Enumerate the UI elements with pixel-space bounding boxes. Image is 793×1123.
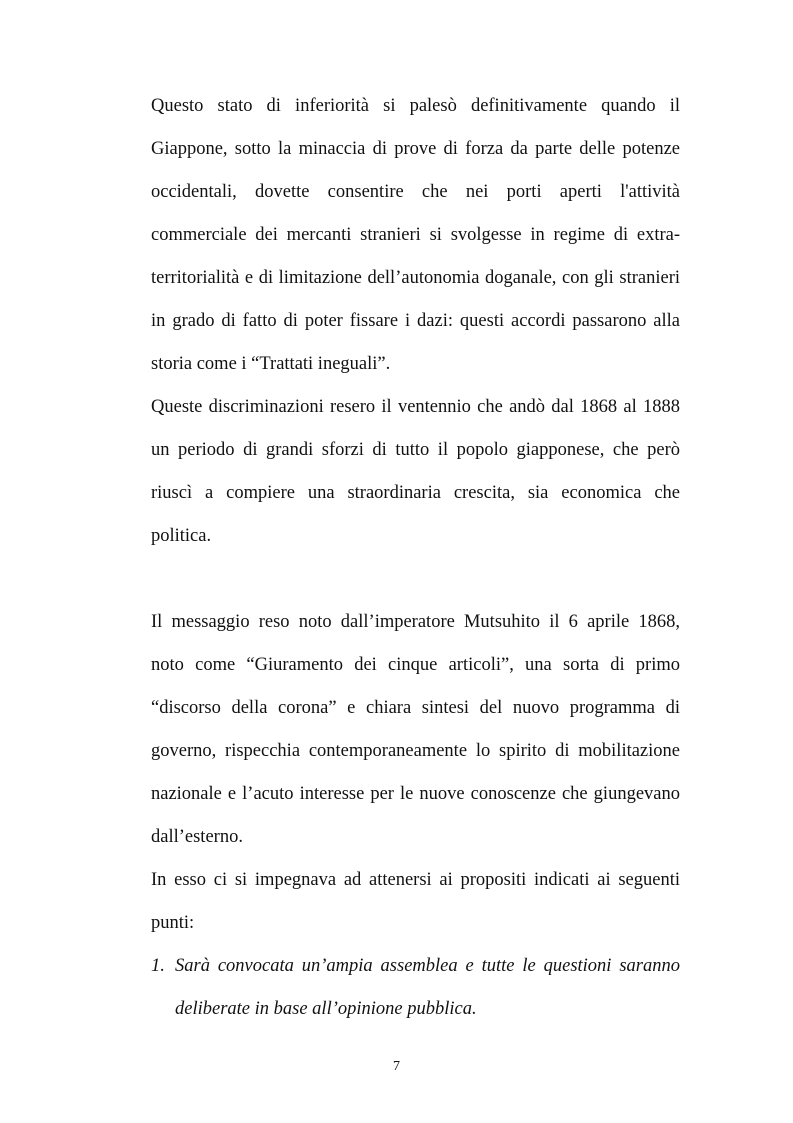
paragraph-line: territorialità e di limitazione dell’autonomia doganale, con gli stranieri xyxy=(151,268,680,288)
paragraph-line: politica. xyxy=(151,526,212,546)
paragraph-line: Il messaggio reso noto dall’imperatore Mutsuhito il 6 aprile 1868, xyxy=(151,612,680,632)
paragraph-line: In esso ci si impegnava ad attenersi ai propositi indicati ai seguenti xyxy=(151,870,680,890)
list-item-number: 1. xyxy=(151,956,165,976)
paragraph-line: punti: xyxy=(151,913,195,933)
paragraph-line: “discorso della corona” e chiara sintesi del nuovo programma di xyxy=(151,698,680,718)
paragraph-line: noto come “Giuramento dei cinque articoli”, una sorta di primo xyxy=(151,655,680,675)
paragraph-line: nazionale e l’acuto interesse per le nuove conoscenze che giungevano xyxy=(151,784,680,804)
paragraph-line: Giappone, sotto la minaccia di prove di forza da parte delle potenze xyxy=(151,139,680,159)
paragraph-line: riuscì a compiere una straordinaria crescita, sia economica che xyxy=(151,483,680,503)
paragraph-line: commerciale dei mercanti stranieri si svolgesse in regime di extra- xyxy=(151,225,680,245)
list-item-line: Sarà convocata un’ampia assemblea e tutte le questioni saranno xyxy=(175,956,680,976)
paragraph-line: un periodo di grandi sforzi di tutto il popolo giapponese, che però xyxy=(151,440,680,460)
paragraph-line: Queste discriminazioni resero il ventennio che andò dal 1868 al 1888 xyxy=(151,397,680,417)
page-number: 7 xyxy=(393,1059,400,1074)
paragraph-line: Questo stato di inferiorità si palesò definitivamente quando il xyxy=(151,96,680,116)
paragraph-line: in grado di fatto di poter fissare i dazi: questi accordi passarono alla xyxy=(151,311,680,331)
paragraph-line: occidentali, dovette consentire che nei porti aperti l'attività xyxy=(151,182,680,202)
list-item-line: deliberate in base all’opinione pubblica. xyxy=(175,999,477,1019)
paragraph-line: governo, rispecchia contemporaneamente lo spirito di mobilitazione xyxy=(151,741,680,761)
paragraph-line: storia come i “Trattati ineguali”. xyxy=(151,354,391,374)
paragraph-line: dall’esterno. xyxy=(151,827,243,847)
